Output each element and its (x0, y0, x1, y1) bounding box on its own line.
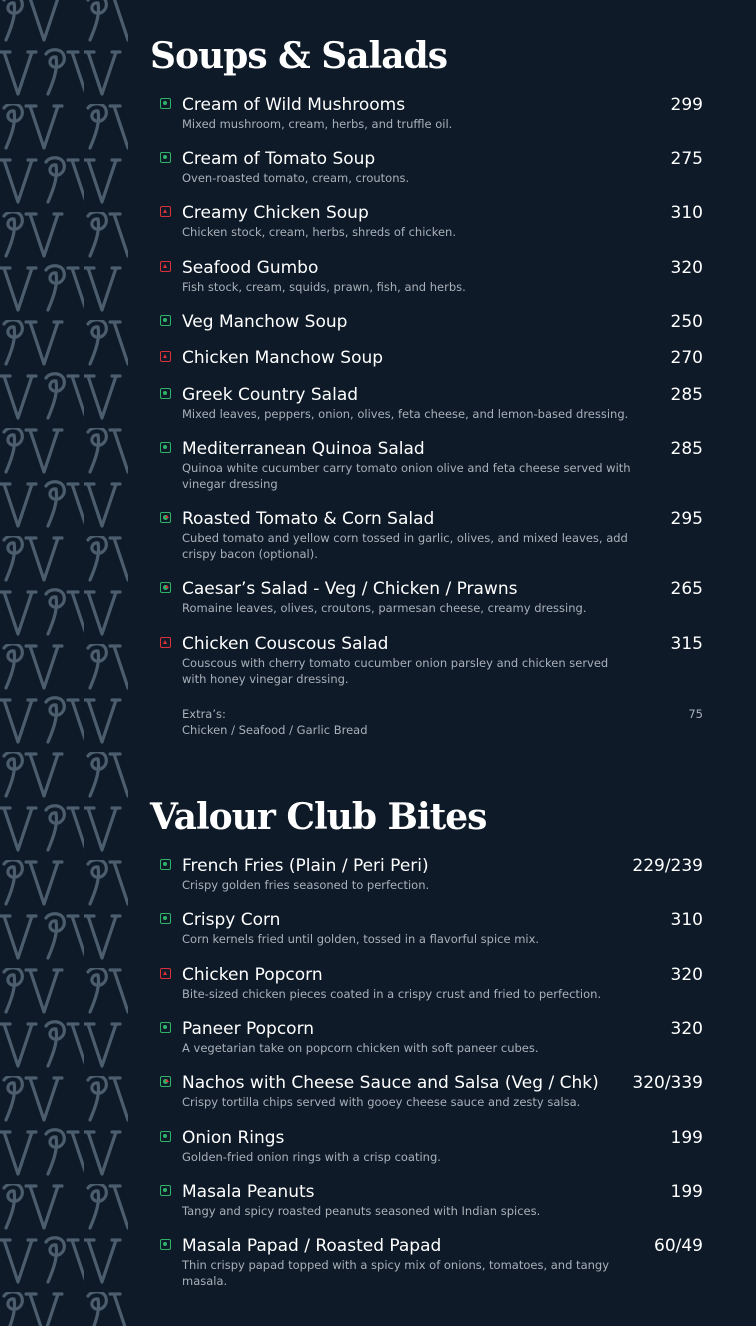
item-price: 199 (670, 1128, 703, 1148)
extras-items: Chicken / Seafood / Garlic Bread (182, 723, 368, 737)
nonveg-icon (160, 261, 171, 272)
decorative-pattern-strip (0, 0, 128, 1326)
veg-nonveg-icon (160, 512, 171, 523)
veg-icon (160, 388, 171, 399)
item-name: Cream of Wild Mushrooms (182, 95, 406, 115)
item-name: Chicken Manchow Soup (182, 348, 384, 368)
item-name: Paneer Popcorn (182, 1019, 315, 1039)
veg-icon (160, 1239, 171, 1250)
item-name: Veg Manchow Soup (182, 312, 348, 332)
item-name: Nachos with Cheese Sauce and Salsa (Veg / Chk) (182, 1073, 599, 1093)
item-description: Tangy and spicy roasted peanuts seasoned with Indian spices. (182, 1204, 541, 1218)
item-price: 265 (670, 579, 703, 599)
item-description: Fish stock, cream, squids, prawn, fish, and herbs. (182, 280, 466, 294)
item-description: Couscous with cherry tomato cucumber onion parsley and chicken served with honey vinegar dressing. (182, 656, 609, 686)
item-price: 299 (670, 95, 703, 115)
item-name: Seafood Gumbo (182, 258, 319, 278)
item-description: Bite-sized chicken pieces coated in a crispy crust and fried to perfection. (182, 987, 602, 1001)
nonveg-icon (160, 968, 171, 979)
item-name: Mediterranean Quinoa Salad (182, 439, 425, 459)
extras-label: Extra’s: (182, 707, 226, 721)
item-price: 250 (670, 312, 703, 332)
item-price: 320/339 (632, 1073, 703, 1093)
item-name: Creamy Chicken Soup (182, 203, 369, 223)
item-price: 315 (670, 634, 703, 654)
veg-icon (160, 859, 171, 870)
item-price: 275 (670, 149, 703, 169)
nonveg-icon (160, 637, 171, 648)
item-description: Quinoa white cucumber carry tomato onion olive and feta cheese served with vinegar dressing (182, 461, 631, 491)
item-name: Chicken Couscous Salad (182, 634, 389, 654)
item-description: Golden-fried onion rings with a crisp coating. (182, 1150, 441, 1164)
item-name: Cream of Tomato Soup (182, 149, 376, 169)
item-price: 60/49 (654, 1236, 703, 1256)
item-price: 320 (670, 1019, 703, 1039)
item-description: Oven-roasted tomato, cream, croutons. (182, 171, 410, 185)
section-title-club-bites: Valour Club Bites (150, 796, 487, 838)
veg-icon (160, 152, 171, 163)
item-name: Caesar’s Salad - Veg / Chicken / Prawns (182, 579, 518, 599)
item-name: French Fries (Plain / Peri Peri) (182, 856, 429, 876)
menu-content (150, 0, 703, 1326)
item-price: 199 (670, 1182, 703, 1202)
item-description: Crispy golden fries seasoned to perfection. (182, 878, 430, 892)
nonveg-icon (160, 351, 171, 362)
item-description: Cubed tomato and yellow corn tossed in garlic, olives, and mixed leaves, add crispy bacon (optional). (182, 531, 628, 561)
item-description: Crispy tortilla chips served with gooey cheese sauce and zesty salsa. (182, 1095, 581, 1109)
section-title-soups-salads: Soups & Salads (150, 35, 447, 77)
item-name: Masala Peanuts (182, 1182, 315, 1202)
item-name: Onion Rings (182, 1128, 285, 1148)
item-name: Roasted Tomato & Corn Salad (182, 509, 435, 529)
item-description: Mixed leaves, peppers, onion, olives, feta cheese, and lemon-based dressing. (182, 407, 629, 421)
item-description: A vegetarian take on popcorn chicken with soft paneer cubes. (182, 1041, 539, 1055)
item-description: Corn kernels fried until golden, tossed in a flavorful spice mix. (182, 932, 540, 946)
item-name: Chicken Popcorn (182, 965, 323, 985)
item-price: 310 (670, 910, 703, 930)
item-description: Thin crispy papad topped with a spicy mix of onions, tomatoes, and tangy masala. (182, 1258, 610, 1288)
item-price: 285 (670, 439, 703, 459)
veg-icon (160, 1131, 171, 1142)
veg-icon (160, 1022, 171, 1033)
extras-price: 75 (688, 707, 703, 721)
veg-icon (160, 913, 171, 924)
veg-icon (160, 98, 171, 109)
nonveg-icon (160, 206, 171, 217)
item-price: 270 (670, 348, 703, 368)
item-name: Greek Country Salad (182, 385, 359, 405)
veg-icon (160, 1185, 171, 1196)
veg-nonveg-icon (160, 582, 171, 593)
item-description: Romaine leaves, olives, croutons, parmesan cheese, creamy dressing. (182, 601, 587, 615)
item-price: 320 (670, 258, 703, 278)
item-price: 320 (670, 965, 703, 985)
veg-icon (160, 315, 171, 326)
item-price: 285 (670, 385, 703, 405)
item-description: Chicken stock, cream, herbs, shreds of chicken. (182, 225, 456, 239)
item-price: 310 (670, 203, 703, 223)
item-price: 295 (670, 509, 703, 529)
monogram-pattern (0, 0, 128, 1326)
item-price: 229/239 (632, 856, 703, 876)
item-name: Crispy Corn (182, 910, 281, 930)
veg-icon (160, 442, 171, 453)
item-description: Mixed mushroom, cream, herbs, and truffle oil. (182, 117, 453, 131)
veg-nonveg-icon (160, 1076, 171, 1087)
item-name: Masala Papad / Roasted Papad (182, 1236, 442, 1256)
